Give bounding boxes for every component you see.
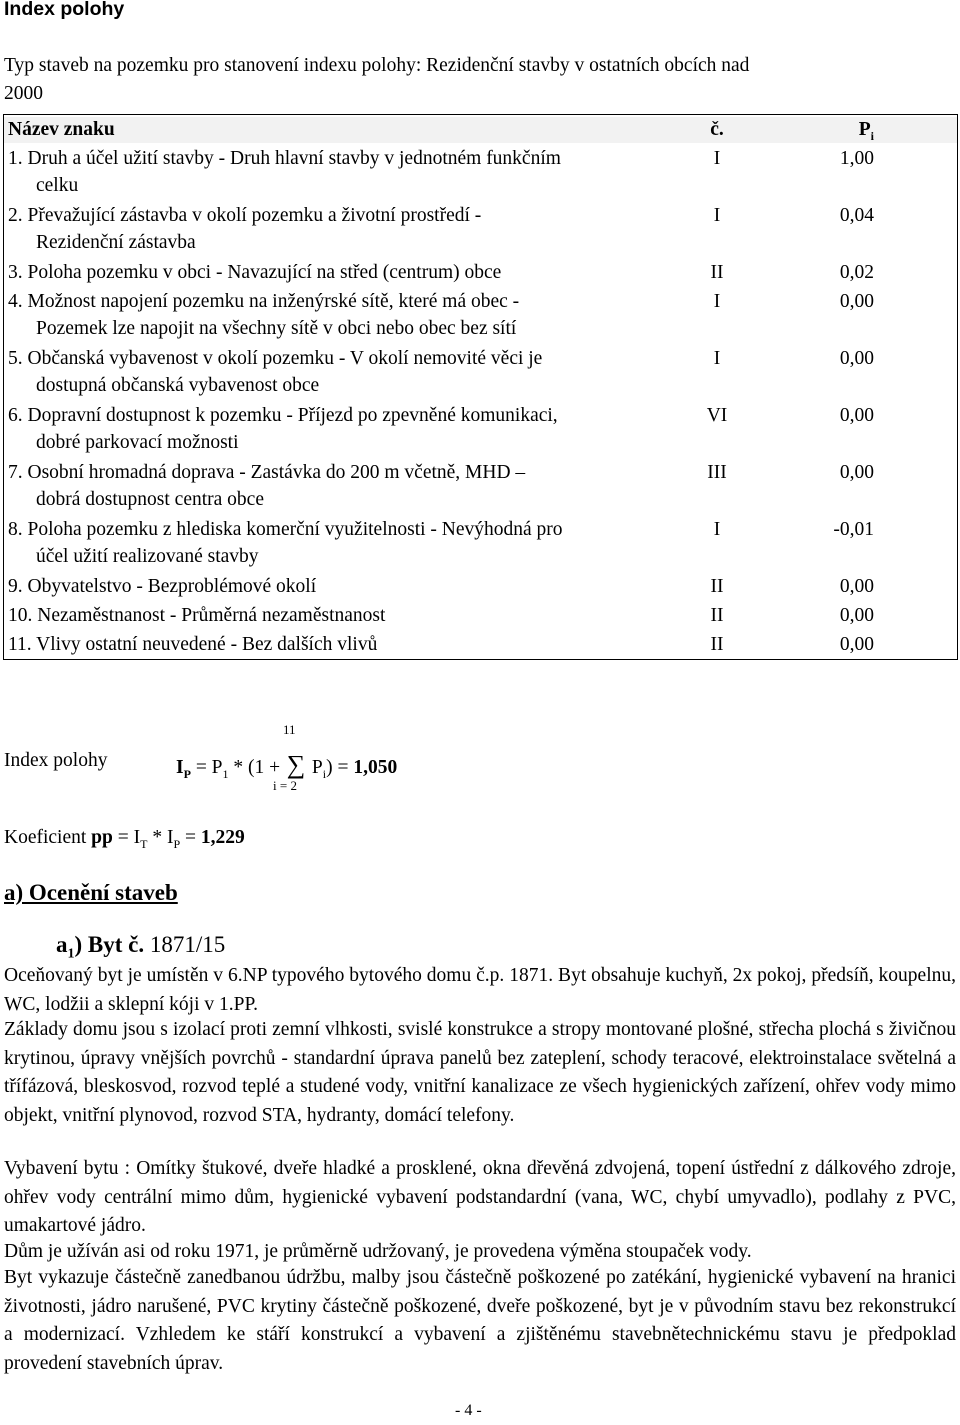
table-row: [4, 402, 957, 459]
table-header: [4, 117, 957, 143]
paragraph-4: Dům je užíván asi od roku 1971, je průměrně udržovaný, je provedena výměna stoupaček vody.: [4, 1241, 752, 1262]
row-number: I: [713, 291, 721, 312]
table-row: [4, 145, 957, 202]
header-name: Název znaku: [8, 119, 115, 140]
row-pi-value: 0,00: [839, 634, 874, 655]
row-name-line1: 2. Převažující zástavba v okolí pozemku a životní prostředí -: [8, 205, 482, 226]
table-row: [4, 573, 957, 602]
row-name-line1: 1. Druh a účel užití stavby - Druh hlavní stavby v jednotném funkčním: [8, 148, 561, 169]
index-polohy-label: Index polohy: [4, 750, 108, 771]
row-name: [8, 259, 688, 286]
table-row: [4, 288, 957, 345]
sum-sigma: 11 ∑ i = 2: [273, 722, 306, 793]
row-name-line2: celku: [36, 175, 79, 196]
row-name: [8, 202, 688, 256]
row-name: [8, 516, 688, 570]
row-name-line1: 6. Dopravní dostupnost k pozemku - Příjezd po zpevněné komunikaci,: [8, 405, 558, 426]
paragraph-5: Byt vykazuje částečně zanedbanou údržbu, malby jsou částečně poškozené po zatékání, hygienické vybavení na hranici životnosti, jádro narušené, PVC krytiny částečně poškozené, dveře poškozené, byt je v původním stavu bez rekonstrukcí a modernizací. Vzhledem ke stáří konstrukcí a vybavení a zjištěnému stavebnětechnickému stavu je předpoklad provedení stavebních úprav.: [4, 1267, 956, 1374]
paragraph-1: Oceňovaný byt je umístěn v 6.NP typového bytového domu č.p. 1871. Byt obsahuje kuchyň, 2x pokoj, předsíň, koupelnu, WC, lodžii a sklepní kóji v 1.PP.: [4, 965, 956, 1015]
row-pi-value: 0,00: [839, 291, 874, 312]
row-number: I: [713, 348, 721, 369]
row-name: [8, 631, 688, 658]
row-pi-value: -0,01: [833, 519, 874, 540]
intro-text-line2: 2000: [4, 83, 43, 104]
row-name-line1: 10. Nezaměstnanost - Průměrná nezaměstnanost: [8, 605, 386, 626]
row-name-line2: dobrá dostupnost centra obce: [36, 489, 264, 510]
intro-text: Typ staveb na pozemku pro stanovení indexu polohy: Rezidenční stavby v ostatních obcích nad: [4, 55, 750, 76]
koeficient-line: Koeficient pp = $I_T * I_P = 1,229$: [4, 827, 245, 851]
table-row: [4, 516, 957, 573]
row-pi-value: 0,00: [839, 348, 874, 369]
row-name: [8, 145, 688, 199]
row-number: II: [710, 634, 724, 655]
row-name: [8, 602, 688, 629]
index-formula: $I_P = P_1 * (1$ + 11 ∑ i = 2 $P_i) = 1,050$: [176, 722, 398, 793]
row-name-line2: dostupná občanská vybavenost obce: [36, 375, 320, 396]
row-name-line1: 4. Možnost napojení pozemku na inženýrské sítě, které má obec -: [8, 291, 520, 312]
header-pi: $P_i$: [858, 119, 874, 143]
row-name-line1: 11. Vlivy ostatní neuvedené - Bez dalších vlivů: [8, 634, 378, 655]
row-pi-value: 0,00: [839, 576, 874, 597]
row-name-line2: Rezidenční zástavba: [36, 232, 196, 253]
table-row: [4, 345, 957, 402]
row-number: VI: [706, 405, 728, 426]
row-pi-value: 0,00: [839, 405, 874, 426]
row-name-line2: dobré parkovací možnosti: [36, 432, 239, 453]
row-pi-value: 0,04: [839, 205, 874, 226]
row-number: I: [713, 148, 721, 169]
row-number: I: [713, 205, 721, 226]
row-number: I: [713, 519, 721, 540]
table-row: [4, 202, 957, 259]
row-pi-value: 0,00: [839, 605, 874, 626]
index-table: [3, 114, 958, 660]
header-num: č.: [710, 119, 724, 140]
table-row: [4, 259, 957, 288]
row-number: III: [707, 462, 727, 483]
row-name: [8, 459, 688, 513]
row-name-line1: 7. Osobní hromadná doprava - Zastávka do 200 m včetně, MHD –: [8, 462, 526, 483]
paragraph-3: Vybavení bytu : Omítky štukové, dveře hladké a prosklené, okna dřevěná zdvojená, topení ústřední z dálkového zdroje, ohřev vody centrální mimo dům, hygienické vybavení podstandardní (vana, WC, chybí umyvadlo), podlahy z PVC, umakartové jádro.: [4, 1158, 956, 1236]
row-name-line1: 9. Obyvatelstvo - Bezproblémové okolí: [8, 576, 317, 597]
row-name-line2: účel užití realizované stavby: [36, 546, 259, 567]
row-name: [8, 402, 688, 456]
row-name-line1: 3. Poloha pozemku v obci - Navazující na střed (centrum) obce: [8, 262, 502, 283]
table-row: [4, 631, 957, 660]
subsection-heading: $a_1$) Byt č. 1871/15: [56, 932, 226, 962]
row-name: [8, 345, 688, 399]
page-title: Index polohy: [4, 0, 125, 20]
row-pi-value: 0,00: [839, 462, 874, 483]
paragraph-2: Základy domu jsou s izolací proti zemní vlhkosti, svislé konstrukce a stropy montované plošné, střecha plochá s živičnou krytinou, úpravy vnějších povrchů - standardní úprava panelů bez zateplení, schody teracové, elektroinstalace světelná a třífázová, bleskosvod, rozvod teplé a studené vody, vnitřní kanalizace ze všech hygienických zařízení, ohřev vody mimo objekt, vnitřní plynovod, rozvod STA, hydranty, domácí telefony.: [4, 1019, 956, 1126]
row-pi-value: 1,00: [839, 148, 874, 169]
table-row: [4, 459, 957, 516]
row-pi-value: 0,02: [839, 262, 874, 283]
row-name: [8, 288, 688, 342]
row-name-line1: 8. Poloha pozemku z hlediska komerční využitelnosti - Nevýhodná pro: [8, 519, 563, 540]
page-number: - 4 -: [455, 1402, 482, 1419]
section-heading: a) Ocenění staveb: [4, 880, 178, 905]
table-row: [4, 602, 957, 631]
row-number: II: [710, 262, 724, 283]
row-name: [8, 573, 688, 600]
row-number: II: [710, 576, 724, 597]
row-name-line1: 5. Občanská vybavenost v okolí pozemku - V okolí nemovité věci je: [8, 348, 543, 369]
row-name-line2: Pozemek lze napojit na všechny sítě v obci nebo obec bez sítí: [36, 318, 517, 339]
row-number: II: [710, 605, 724, 626]
